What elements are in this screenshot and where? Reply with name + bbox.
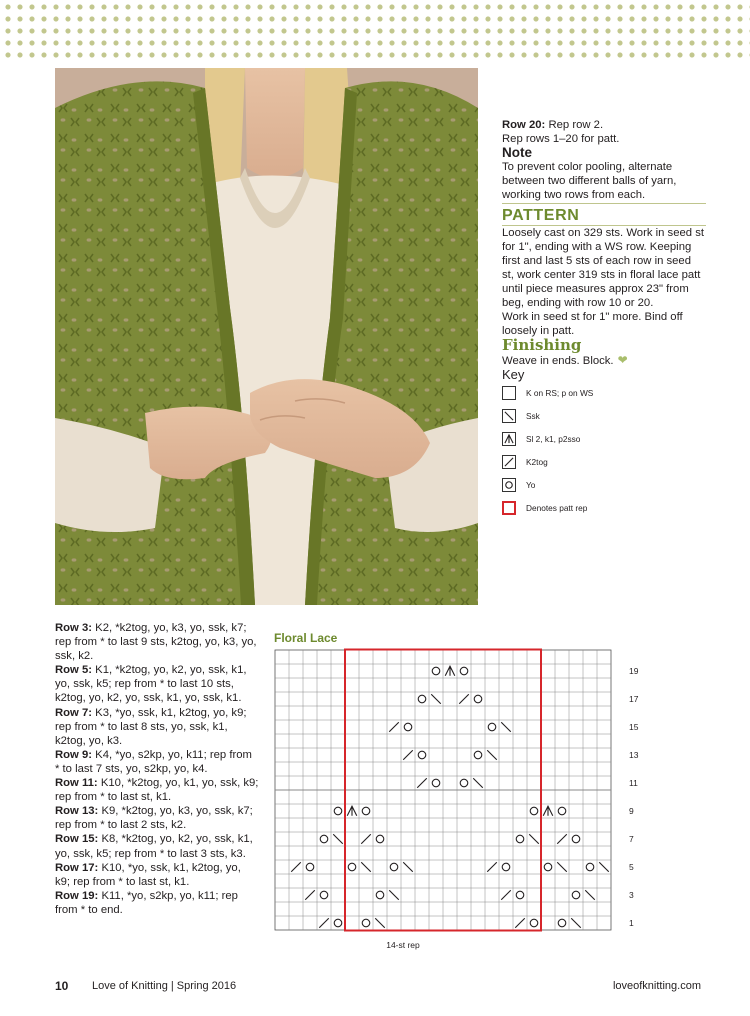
- key-item: [502, 451, 706, 474]
- row-text: K9, *k2tog, yo, k3, yo, ssk, k7; rep from * to last 2 sts, k2.: [55, 805, 253, 832]
- key-heading: Key: [502, 366, 525, 382]
- sl2-key-symbol-icon: [502, 432, 516, 446]
- heart-icon: ❤: [617, 352, 628, 367]
- row-text: K8, *k2tog, yo, k2, yo, ssk, k1, yo, ssk, k5; rep from * to last 3 sts, k3.: [55, 833, 253, 860]
- row-text: K11, *yo, s2kp, yo, k11; rep from * to end.: [55, 889, 238, 916]
- row-label: Row 3:: [55, 622, 93, 634]
- chart-row-label: 9: [629, 806, 634, 816]
- rep-rows-text: Rep rows 1–20 for patt.: [502, 133, 620, 146]
- row-label: Row 7:: [55, 706, 93, 719]
- chart-row-label: 7: [629, 834, 634, 844]
- key-list: [502, 382, 706, 520]
- sl2-icon: [505, 435, 513, 443]
- key-label: K2tog: [526, 457, 548, 468]
- k2tog-icon: [505, 458, 513, 466]
- row-instruction: [55, 889, 259, 917]
- ssk-key-symbol-icon: [502, 409, 516, 423]
- yo-icon: [506, 482, 512, 488]
- pattern-heading: PATTERN: [502, 203, 706, 226]
- row-instruction: [55, 748, 259, 776]
- chart-row-label: 3: [629, 890, 634, 900]
- repeat-label: 14-st rep: [386, 940, 420, 950]
- note-text: To prevent color pooling, alternate between two different balls of yarn, working two rows from each.: [502, 161, 677, 202]
- key-item: [502, 428, 706, 451]
- row-instruction: [55, 663, 259, 705]
- row-text: K10, *k2tog, yo, k1, yo, ssk, k9; rep from * to last st, k1.: [55, 777, 259, 804]
- row-instruction: [55, 861, 259, 889]
- row-text: K2, *k2tog, yo, k3, yo, ssk, k7; rep from * to last 9 sts, k2tog, yo, k3, yo, ssk, k2.: [55, 622, 257, 663]
- row-label: Row 5:: [55, 664, 93, 677]
- chart-row-label: 11: [629, 778, 638, 788]
- chart-row-label: 15: [629, 722, 639, 732]
- website-link[interactable]: loveofknitting.com: [612, 980, 701, 992]
- finishing-text: Weave in ends. Block. ❤: [502, 352, 628, 367]
- ssk-icon: [505, 412, 513, 420]
- chart-row-label: 17: [629, 694, 639, 704]
- chart-row-label: 13: [629, 750, 639, 760]
- row-label: Row 15:: [55, 833, 99, 846]
- row-text: K10, *yo, ssk, k1, k2tog, yo, k9; rep from * to last st, k1.: [55, 861, 241, 888]
- key-item: [502, 405, 706, 428]
- row-label: Row 17:: [55, 861, 99, 874]
- row-instruction: [55, 706, 259, 748]
- k2tog-key-symbol-icon: [502, 455, 516, 469]
- row-label: Row 11:: [55, 777, 98, 790]
- finishing-heading: Finishing: [502, 336, 582, 355]
- pattern-text-1: Loosely cast on 329 sts. Work in seed st for 1", ending with a WS row. Keeping first and last 5 sts of each row in seed st, work center 319 sts in floral lace patt until piece measures approx 23" from beg, ending with row 10 or 20.: [502, 226, 704, 310]
- chart-title: Floral Lace: [274, 631, 338, 645]
- pattern-text-2: Work in seed st for 1" more. Bind off loosely in patt.: [502, 311, 683, 338]
- yo-key-symbol-icon: [502, 478, 516, 492]
- row-20-label: Row 20:: [502, 119, 546, 131]
- row-instruction: [55, 621, 259, 663]
- row-instruction: [55, 832, 259, 860]
- magazine-title: Love of Knitting | Spring 2016: [92, 980, 237, 992]
- rep-key-symbol-icon: [502, 501, 516, 515]
- key-label: K on RS; p on WS: [526, 388, 594, 399]
- right-column: [502, 118, 706, 520]
- row-text: K3, *yo, ssk, k1, k2tog, yo, k9; rep from * to last 8 sts, yo, ssk, k1, k2tog, yo, k3.: [55, 706, 247, 747]
- row-instruction: [55, 804, 259, 832]
- row-label: Row 19:: [55, 889, 99, 902]
- polka-dot-header-band: [0, 0, 750, 62]
- key-item: [502, 382, 706, 405]
- row-label: Row 9:: [55, 748, 93, 761]
- blank-key-symbol-icon: [502, 386, 516, 400]
- key-label: Denotes patt rep: [526, 503, 588, 514]
- key-label: Sl 2, k1, p2sso: [526, 434, 581, 445]
- key-label: Ssk: [526, 411, 540, 422]
- note-heading: Note: [502, 145, 532, 161]
- row-label: Row 13:: [55, 805, 99, 818]
- row-20-text: Row 20: Rep row 2.: [502, 119, 604, 131]
- key-label: Yo: [526, 480, 536, 491]
- row-instruction: [55, 776, 259, 804]
- row-text: K1, *k2tog, yo, k2, yo, ssk, k1, yo, ssk, k5; rep from * to last 10 sts, k2tog, yo, k2, yo, ssk, k1, yo, ssk, k1.: [55, 664, 247, 705]
- row-text: K4, *yo, s2kp, yo, k11; rep from * to last 7 sts, yo, s2kp, yo, k4.: [55, 748, 252, 775]
- key-item: [502, 497, 706, 520]
- page-number: 10: [55, 979, 69, 993]
- chart-row-label: 1: [629, 918, 634, 928]
- floral-lace-chart: [270, 645, 660, 960]
- chart-row-label: 5: [629, 862, 634, 872]
- key-item: [502, 474, 706, 497]
- shawl-photo: [55, 68, 478, 605]
- left-column-row-instructions: [55, 621, 259, 917]
- chart-row-label: 19: [629, 666, 639, 676]
